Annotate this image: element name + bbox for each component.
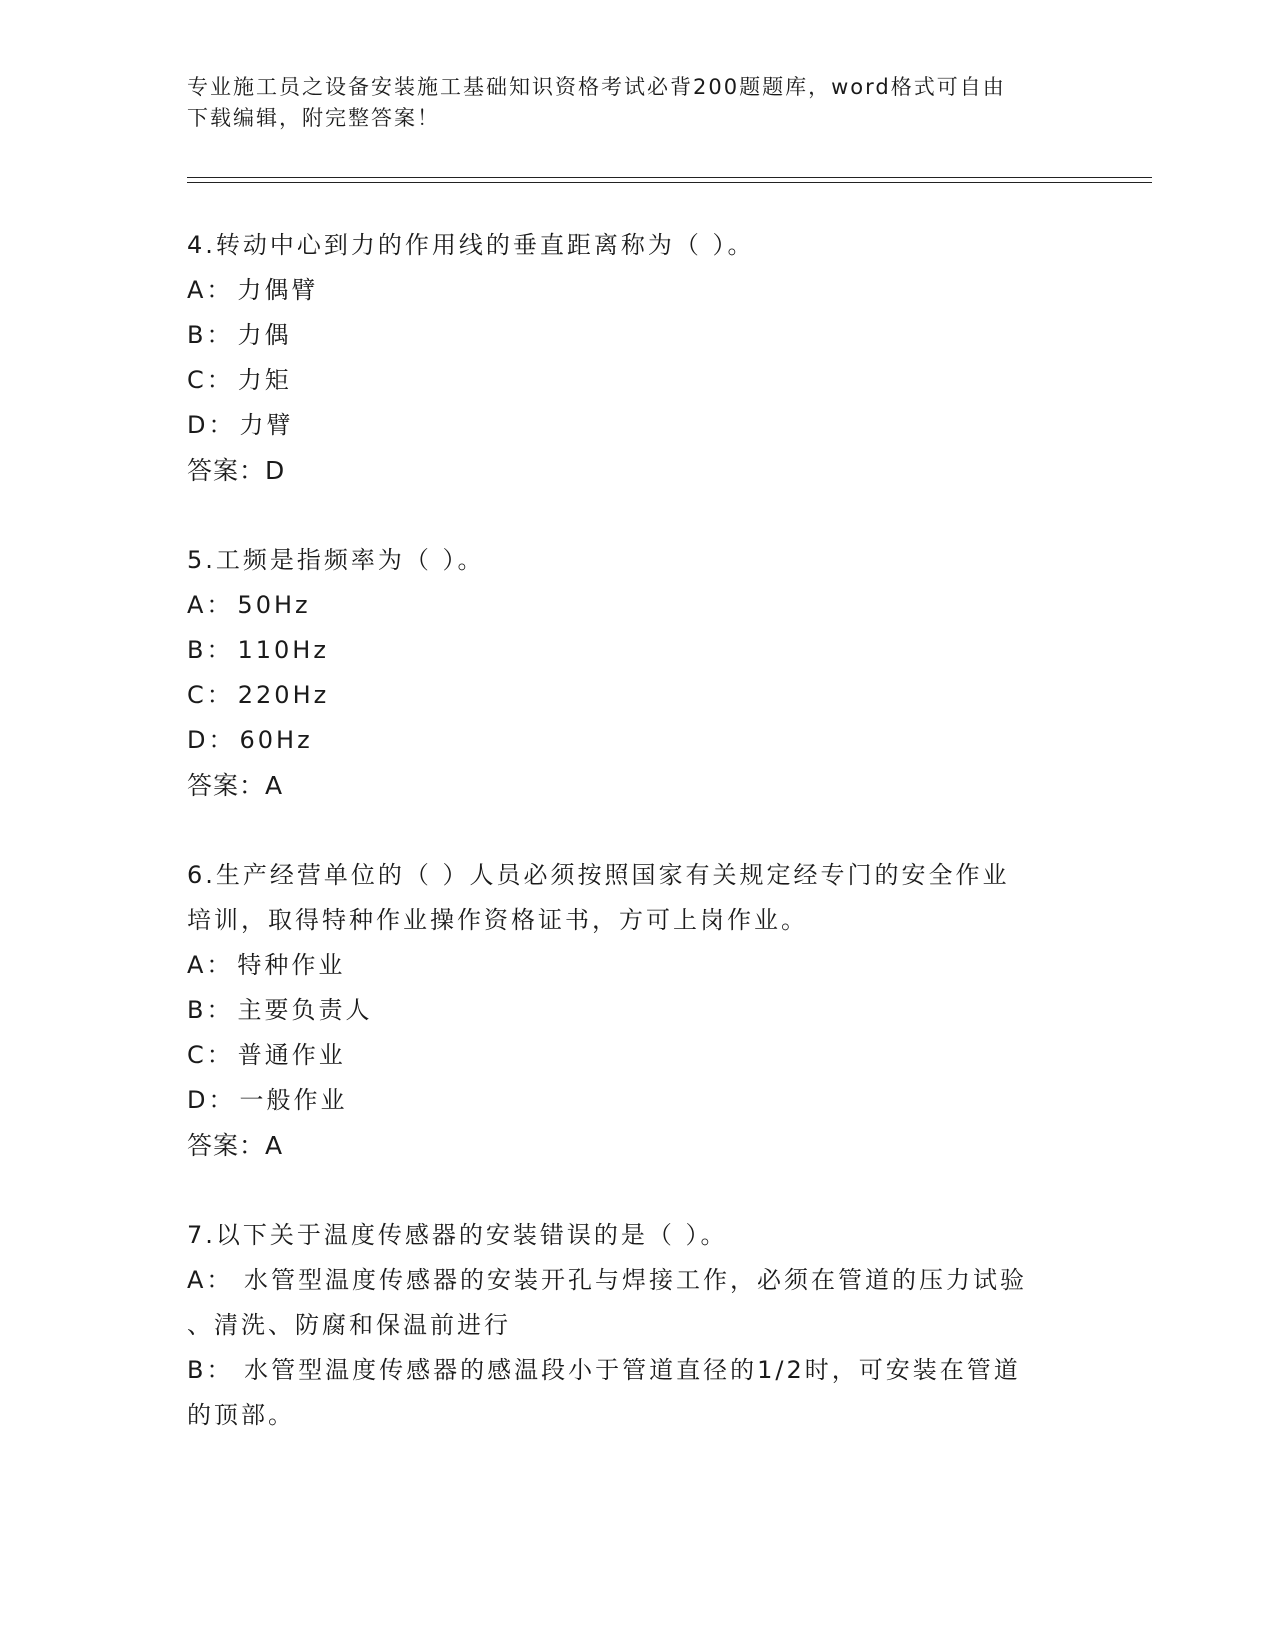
question-stem-line-1: 6.生产经营单位的（ ）人员必须按照国家有关规定经专门的安全作业 xyxy=(187,861,1010,889)
document-header xyxy=(187,72,1087,134)
option-b-line-2: 的顶部。 xyxy=(187,1401,295,1429)
option-label: D： xyxy=(187,1086,236,1114)
header-title-line-2: 下载编辑，附完整答案！ xyxy=(187,106,440,130)
answer: 答案：D xyxy=(187,456,286,485)
answer: 答案：A xyxy=(187,1131,284,1160)
option-d xyxy=(187,1078,1087,1123)
option-label: C： xyxy=(187,366,234,394)
option-text: 力偶臂 xyxy=(237,276,319,304)
option-text: 力臂 xyxy=(239,411,294,439)
option-label: B： xyxy=(187,321,234,349)
option-label: B： xyxy=(187,636,234,664)
option-text: 普通作业 xyxy=(237,1041,346,1069)
option-label: C： xyxy=(187,1041,234,1069)
option-text: 力矩 xyxy=(237,366,292,394)
option-d xyxy=(187,403,1087,448)
option-label: C： xyxy=(187,681,234,709)
question-stem: 5.工频是指频率为（ ）。 xyxy=(187,546,485,574)
option-text: 主要负责人 xyxy=(237,996,373,1024)
option-label: D： xyxy=(187,411,236,439)
option-text: 力偶 xyxy=(237,321,292,349)
question-4 xyxy=(187,223,1087,493)
option-a xyxy=(187,268,1087,313)
option-d xyxy=(187,718,1087,763)
question-6 xyxy=(187,853,1087,1168)
option-b xyxy=(187,313,1087,358)
option-label: B： xyxy=(187,996,234,1024)
option-b xyxy=(187,988,1087,1033)
option-b-line-1: B： 水管型温度传感器的感温段小于管道直径的1/2时，可安装在管道 xyxy=(187,1356,1021,1384)
option-label: D： xyxy=(187,726,236,754)
option-c xyxy=(187,673,1087,718)
answer: 答案：A xyxy=(187,771,284,800)
option-label: A： xyxy=(187,276,234,304)
question-stem: 4.转动中心到力的作用线的垂直距离称为（ ）。 xyxy=(187,231,755,259)
option-c xyxy=(187,1033,1087,1078)
option-label: A： xyxy=(187,951,234,979)
option-label: A： xyxy=(187,591,234,619)
header-divider-top xyxy=(187,177,1152,178)
option-a xyxy=(187,583,1087,628)
option-text: 50Hz xyxy=(237,591,311,619)
option-text: 220Hz xyxy=(237,681,330,709)
option-b xyxy=(187,628,1087,673)
option-a-line-2: 、清洗、防腐和保温前进行 xyxy=(187,1311,511,1339)
option-text: 110Hz xyxy=(237,636,329,664)
question-7 xyxy=(187,1213,1087,1438)
question-5 xyxy=(187,538,1087,808)
option-a-line-1: A： 水管型温度传感器的安装开孔与焊接工作，必须在管道的压力试验 xyxy=(187,1266,1028,1294)
option-c xyxy=(187,358,1087,403)
header-divider-bottom xyxy=(187,182,1152,183)
option-text: 特种作业 xyxy=(237,951,346,979)
question-stem-line-2: 培训，取得特种作业操作资格证书，方可上岗作业。 xyxy=(187,906,808,934)
question-stem: 7.以下关于温度传感器的安装错误的是（ ）。 xyxy=(187,1221,728,1249)
option-a xyxy=(187,943,1087,988)
option-text: 一般作业 xyxy=(239,1086,348,1114)
header-title-line-1: 专业施工员之设备安装施工基础知识资格考试必背200题题库，word格式可自由 xyxy=(187,75,1006,99)
option-text: 60Hz xyxy=(239,726,313,754)
